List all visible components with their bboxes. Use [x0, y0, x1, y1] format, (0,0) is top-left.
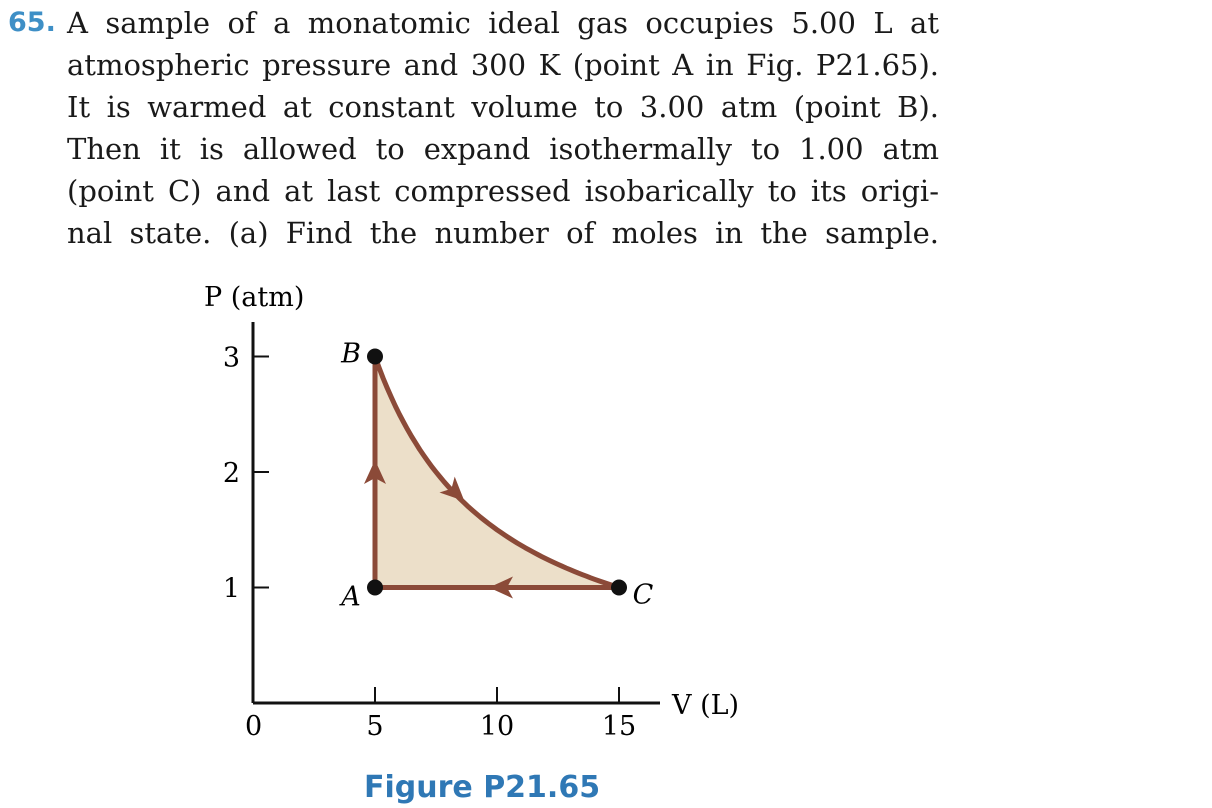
problem-line: Then it is allowed to expand isothermally to 1.00 atm [67, 132, 939, 166]
problem-line: nal state. (a) Find the number of moles in the sample. [67, 216, 939, 250]
problem-line: It is warmed at constant volume to 3.00 atm (point B). [67, 90, 939, 124]
y-axis-label: P (atm) [204, 282, 305, 313]
point-label-b: B [341, 338, 361, 370]
point-a [367, 580, 383, 596]
problem-number: 65. [8, 7, 56, 38]
x-tick-label: 5 [366, 711, 384, 742]
problem-line: atmospheric pressure and 300 K (point A in Fig. P21.65). [67, 48, 939, 82]
origin-label: 0 [245, 711, 263, 742]
x-tick-label: 15 [601, 711, 637, 742]
problem-line: (point C) and at last compressed isobarically to its origi- [67, 174, 939, 208]
cycle-area [375, 357, 619, 588]
y-tick-label: 3 [222, 342, 240, 374]
point-b [367, 349, 383, 365]
point-c [611, 580, 627, 596]
figure-caption: Figure P21.65 [364, 770, 601, 805]
y-tick-label: 2 [222, 458, 240, 489]
y-tick-label: 1 [222, 573, 240, 605]
x-tick-label: 10 [479, 711, 515, 742]
point-label-a: A [341, 581, 361, 613]
x-axis-label: V (L) [672, 690, 740, 721]
point-label-c: C [632, 579, 654, 611]
problem-line: A sample of a monatomic ideal gas occupies 5.00 L at [67, 6, 939, 40]
